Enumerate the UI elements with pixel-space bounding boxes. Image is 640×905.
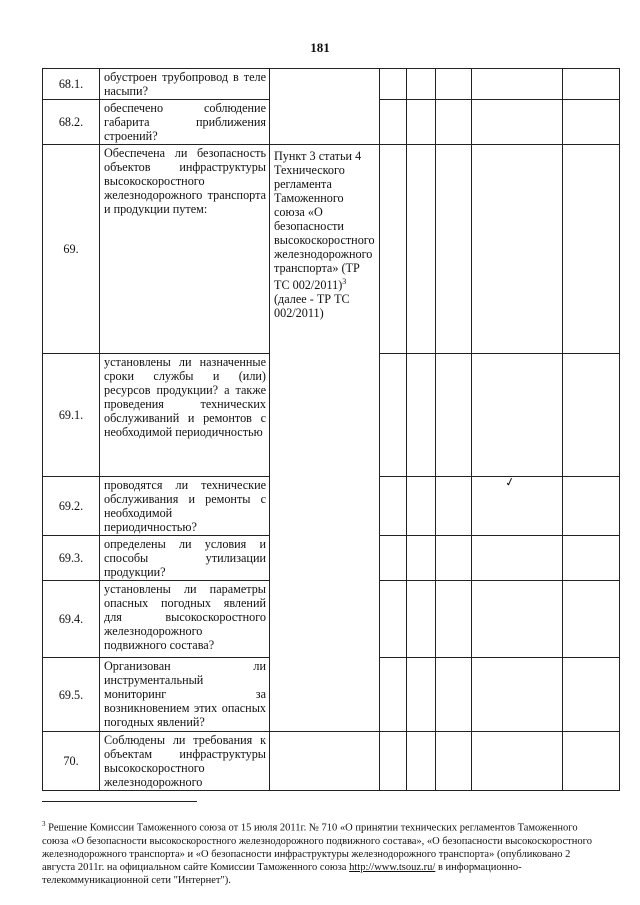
row-number: 69.	[43, 145, 100, 354]
footnote-mark: 3	[42, 820, 46, 828]
row-number: 68.2.	[43, 100, 100, 145]
row-number: 69.4.	[43, 581, 100, 658]
answer-cell[interactable]	[472, 536, 563, 581]
answer-cell[interactable]	[380, 732, 407, 791]
answer-cell[interactable]	[563, 145, 620, 354]
answer-cell[interactable]	[563, 69, 620, 100]
requirement-text: установлены ли параметры опасных погодных явлений для высокоскоростного железнодорожного подвижного состава?	[100, 581, 270, 658]
answer-cell[interactable]	[436, 581, 472, 658]
answer-cell[interactable]	[563, 581, 620, 658]
answer-cell[interactable]	[472, 145, 563, 354]
answer-cell[interactable]	[563, 658, 620, 732]
reference-footnote-mark: 3	[342, 277, 347, 286]
requirement-text: установлены ли назначенные сроки службы и (или) ресурсов продукции? а также проведения технических обслуживаний и ремонтов с необходимой периодичностью	[100, 354, 270, 477]
answer-cell[interactable]	[436, 477, 472, 536]
answer-cell[interactable]	[380, 581, 407, 658]
reference-abbreviation: (далее - ТР ТС 002/2011)	[274, 292, 350, 321]
answer-cell[interactable]	[563, 354, 620, 477]
reference-text: Пункт 3 статьи 4 Технического регламента Таможенного союза «О безопасности высокоскоростного железнодорожного транспорта» (ТР ТС 002/2011)	[274, 149, 375, 293]
answer-cell[interactable]	[407, 145, 436, 354]
answer-cell[interactable]	[436, 536, 472, 581]
answer-cell[interactable]	[380, 100, 407, 145]
footnote	[42, 818, 598, 887]
answer-cell[interactable]	[563, 732, 620, 791]
table-row	[43, 145, 620, 354]
answer-cell[interactable]	[472, 732, 563, 791]
footnote-link[interactable]: http://www.tsouz.ru/	[349, 861, 436, 873]
answer-cell[interactable]	[436, 658, 472, 732]
answer-cell[interactable]	[380, 536, 407, 581]
answer-cell[interactable]	[407, 100, 436, 145]
answer-cell[interactable]	[380, 477, 407, 536]
footnote-text: Решение Комиссии Таможенного союза от 15 июля 2011г. № 710 «О принятии технических регламентов Таможенного союза «О безопасности высокоскоростного железнодорожного подвижного состава», «О безопасности высокоскоростного железнодорожного транспорта» и «О безопасности инфраструктуры железнодорожного транспорта» (опубликовано 2 августа 2011г. на официальном сайте Комиссии Таможенного союза	[42, 822, 592, 873]
requirement-text: Обеспечена ли безопасность объектов инфраструктуры высокоскоростного железнодорожного транспорта и продукции путем:	[100, 145, 270, 354]
legal-reference	[270, 145, 380, 732]
reference-cell-empty	[270, 69, 380, 145]
table-row	[43, 69, 620, 100]
requirement-text: обустроен трубопровод в теле насыпи?	[100, 69, 270, 100]
answer-cell[interactable]	[407, 536, 436, 581]
reference-cell-empty	[270, 732, 380, 791]
table-row	[43, 732, 620, 791]
answer-cell[interactable]	[436, 145, 472, 354]
footnote-text-end: в информационно-телекоммуникационной сети "Интернет").	[42, 861, 522, 886]
answer-cell[interactable]	[407, 477, 436, 536]
answer-cell[interactable]	[563, 100, 620, 145]
answer-cell[interactable]	[407, 69, 436, 100]
row-number: 68.1.	[43, 69, 100, 100]
requirement-text: определены ли условия и способы утилизации продукции?	[100, 536, 270, 581]
answer-cell[interactable]	[472, 100, 563, 145]
answer-cell[interactable]	[472, 658, 563, 732]
answer-cell[interactable]	[472, 477, 563, 536]
answer-cell[interactable]	[563, 477, 620, 536]
answer-cell[interactable]	[472, 69, 563, 100]
row-number: 69.5.	[43, 658, 100, 732]
requirements-table	[42, 68, 620, 791]
row-number: 69.1.	[43, 354, 100, 477]
row-number: 69.3.	[43, 536, 100, 581]
answer-cell[interactable]	[436, 69, 472, 100]
requirement-text: Организован ли инструментальный мониторинг за возникновением этих опасных погодных явлений?	[100, 658, 270, 732]
answer-cell[interactable]	[436, 354, 472, 477]
footnote-rule	[42, 801, 197, 802]
answer-cell[interactable]	[563, 536, 620, 581]
row-number: 70.	[43, 732, 100, 791]
requirement-text: Соблюдены ли требования к объектам инфраструктуры высокоскоростного железнодорожного	[100, 732, 270, 791]
answer-cell[interactable]	[436, 100, 472, 145]
requirement-text: обеспечено соблюдение габарита приближения строений?	[100, 100, 270, 145]
requirement-text: проводятся ли технические обслуживания и ремонты с необходимой периодичностью?	[100, 477, 270, 536]
page-number: 181	[310, 40, 330, 55]
answer-cell[interactable]	[407, 732, 436, 791]
answer-cell[interactable]	[380, 145, 407, 354]
check-mark: ✓	[503, 474, 517, 490]
answer-cell[interactable]	[472, 354, 563, 477]
answer-cell[interactable]	[407, 581, 436, 658]
table-body	[43, 69, 620, 791]
answer-cell[interactable]	[380, 354, 407, 477]
answer-cell[interactable]	[472, 581, 563, 658]
answer-cell[interactable]	[380, 69, 407, 100]
answer-cell[interactable]	[407, 658, 436, 732]
answer-cell[interactable]	[380, 658, 407, 732]
answer-cell[interactable]	[436, 732, 472, 791]
answer-cell[interactable]	[407, 354, 436, 477]
row-number: 69.2.	[43, 477, 100, 536]
